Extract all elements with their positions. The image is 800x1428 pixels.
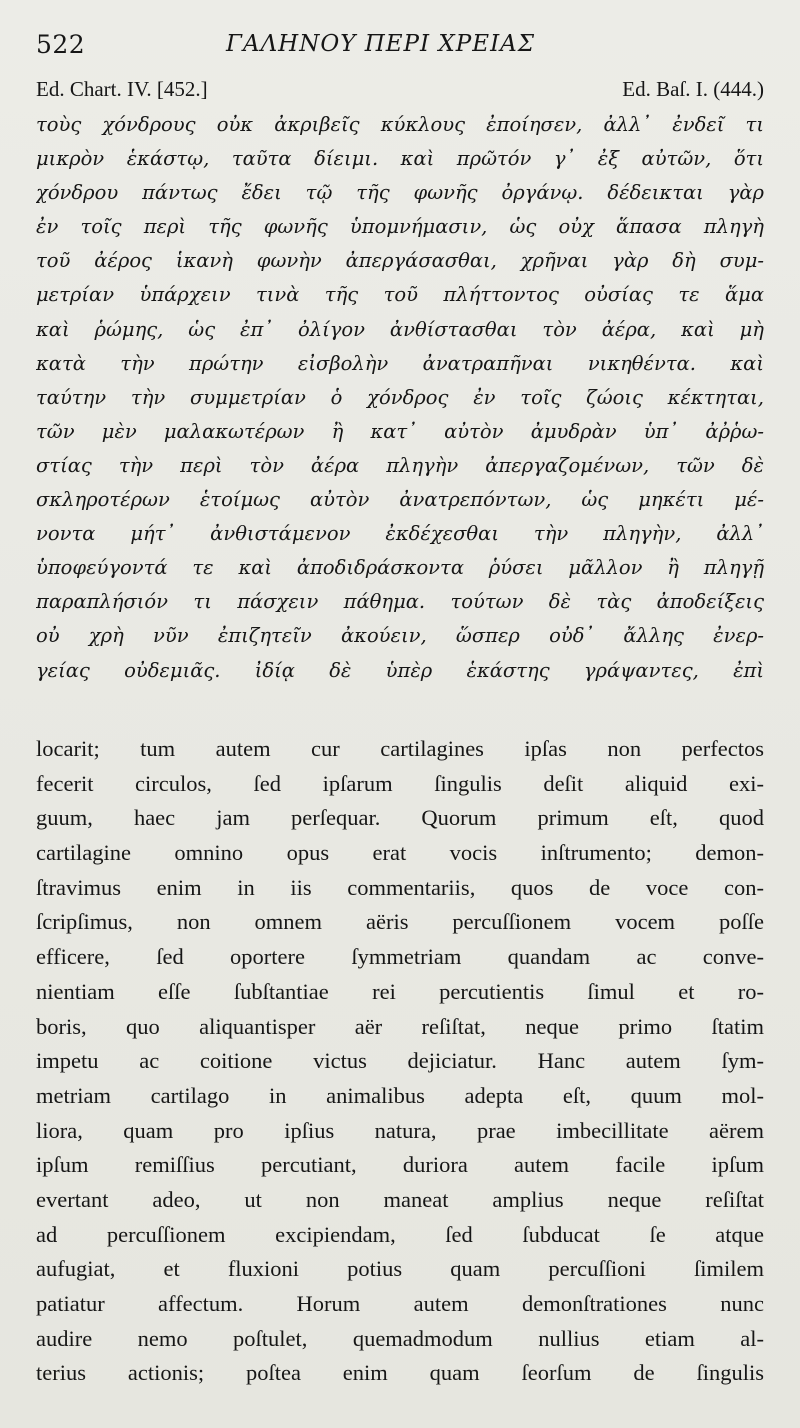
greek-line: ἐν τοῖς περὶ τῆς φωνῆς ὑπομνήμασιν, ὡς οὐχ ἅπασα πληγὴ: [36, 215, 764, 239]
latin-line: ad percuſſionem excipiendam, ſed ſubducat ſe atque: [36, 1221, 764, 1247]
latin-line: patiatur affectum. Horum autem demonſtrationes nunc: [36, 1291, 764, 1316]
latin-line: metriam cartilago in animalibus adepta eſt, quum mol-: [36, 1082, 764, 1108]
greek-line: τοῦ ἀέρος ἱκανὴ φωνὴν ἀπεργάσασθαι, χρῆναι γὰρ δὴ συμ-: [36, 249, 764, 273]
latin-line: fecerit circulos, ſed ipſarum ſingulis deſit aliquid exi-: [36, 770, 764, 796]
latin-line: impetu ac coitione victus dejiciatur. Hanc autem ſym-: [36, 1048, 764, 1074]
greek-line: καὶ ῥώμης, ὡς ἐπ᾿ ὀλίγον ἀνθίστασθαι τὸν ἀέρα, καὶ μὴ: [36, 317, 764, 341]
latin-line: boris, quo aliquantisper aër reſiſtat, neque primo ſtatim: [36, 1013, 764, 1039]
latin-line: terius actionis; poſtea enim quam ſeorſum de ſingulis: [36, 1360, 764, 1386]
running-title: ΓΑΛΗΝΟΥ ΠΕΡΙ ΧΡΕΙΑΣ: [226, 31, 536, 57]
page-header: [36, 30, 764, 64]
latin-line: ſtravimus enim in iis commentariis, quos de voce con-: [36, 874, 764, 900]
greek-line: γείας οὐδεμιᾶς. ἰδίᾳ δὲ ὑπὲρ ἑκάστης γράψαντες, ἐπὶ: [36, 658, 764, 682]
latin-line: ſcripſimus, non omnem aëris percuſſionem vocem poſſe: [36, 909, 764, 935]
latin-line: cartilagine omnino opus erat vocis inſtrumento; demon-: [36, 840, 764, 866]
greek-line: οὐ χρὴ νῦν ἐπιζητεῖν ἀκούειν, ὥσπερ οὐδ᾿ ἄλλης ἐνερ-: [36, 624, 764, 648]
greek-line: ὑποφεύγοντά τε καὶ ἀποδιδράσκοντα ῥύσει μᾶλλον ἢ πληγῇ: [36, 556, 764, 580]
latin-line: efficere, ſed oportere ſymmetriam quandam ac conve-: [36, 944, 764, 970]
greek-line: χόνδρου πάντως ἔδει τῷ τῆς φωνῆς ὀργάνῳ. δέδεικται γὰρ: [36, 181, 764, 205]
latin-line: aufugiat, et fluxioni potius quam percuſſioni ſimilem: [36, 1256, 764, 1282]
page-number: 522: [36, 30, 86, 59]
latin-line: evertant adeo, ut non maneat amplius neque reſiſtat: [36, 1186, 764, 1212]
greek-line: στίας τὴν περὶ τὸν ἀέρα πληγὴν ἀπεργαζομένων, τῶν δὲ: [36, 453, 764, 477]
greek-line: μικρὸν ἑκάστῳ, ταῦτα δίειμι. καὶ πρῶτόν γ᾿ ἐξ αὐτῶν, ὅτι: [36, 147, 764, 171]
edition-reference-basel: Ed. Baſ. I. (444.): [622, 77, 764, 101]
greek-line: μετρίαν ὑπάρχειν τινὰ τῆς τοῦ πλήττοντος οὐσίας τε ἅμα: [36, 283, 764, 307]
greek-line: τοὺς χόνδρους οὐκ ἀκριβεῖς κύκλους ἐποίησεν, ἀλλ᾿ ἐνδεῖ τι: [36, 113, 764, 136]
greek-line: τῶν μὲν μαλακωτέρων ἢ κατ᾿ αὐτὸν ἀμυδρὰν ὑπ᾿ ἀῤῥω-: [36, 419, 764, 443]
edition-references: [36, 77, 764, 105]
greek-text-block: [36, 108, 764, 688]
edition-reference-chartier: Ed. Chart. IV. [452.]: [36, 77, 208, 101]
greek-line: νοντα μήτ᾿ ἀνθιστάμενον ἐκδέχεσθαι τὴν πληγὴν, ἀλλ᾿: [36, 522, 764, 546]
greek-line: ταύτην τὴν συμμετρίαν ὁ χόνδρος ἐν τοῖς ζώοις κέκτηται,: [36, 385, 764, 409]
greek-line: παραπλήσιόν τι πάσχειν πάθημα. τούτων δὲ τὰς ἀποδείξεις: [36, 590, 764, 614]
latin-line: liora, quam pro ipſius natura, prae imbecillitate aërem: [36, 1117, 764, 1143]
latin-text-block: [36, 732, 764, 1391]
latin-line: ipſum remiſſius percutiant, duriora autem facile ipſum: [36, 1152, 764, 1178]
latin-line: guum, haec jam perſequar. Quorum primum eſt, quod: [36, 805, 764, 831]
greek-line: σκληροτέρων ἑτοίμως αὐτὸν ἀνατρεπόντων, ὡς μηκέτι μέ-: [36, 488, 764, 512]
greek-line: κατὰ τὴν πρώτην εἰσβολὴν ἀνατραπῆναι νικηθέντα. καὶ: [36, 351, 764, 375]
latin-line: locarit; tum autem cur cartilagines ipſas non perfectos: [36, 736, 764, 761]
latin-line: audire nemo poſtulet, quemadmodum nullius etiam al-: [36, 1325, 764, 1351]
latin-line: nientiam eſſe ſubſtantiae rei percutientis ſimul et ro-: [36, 978, 764, 1004]
